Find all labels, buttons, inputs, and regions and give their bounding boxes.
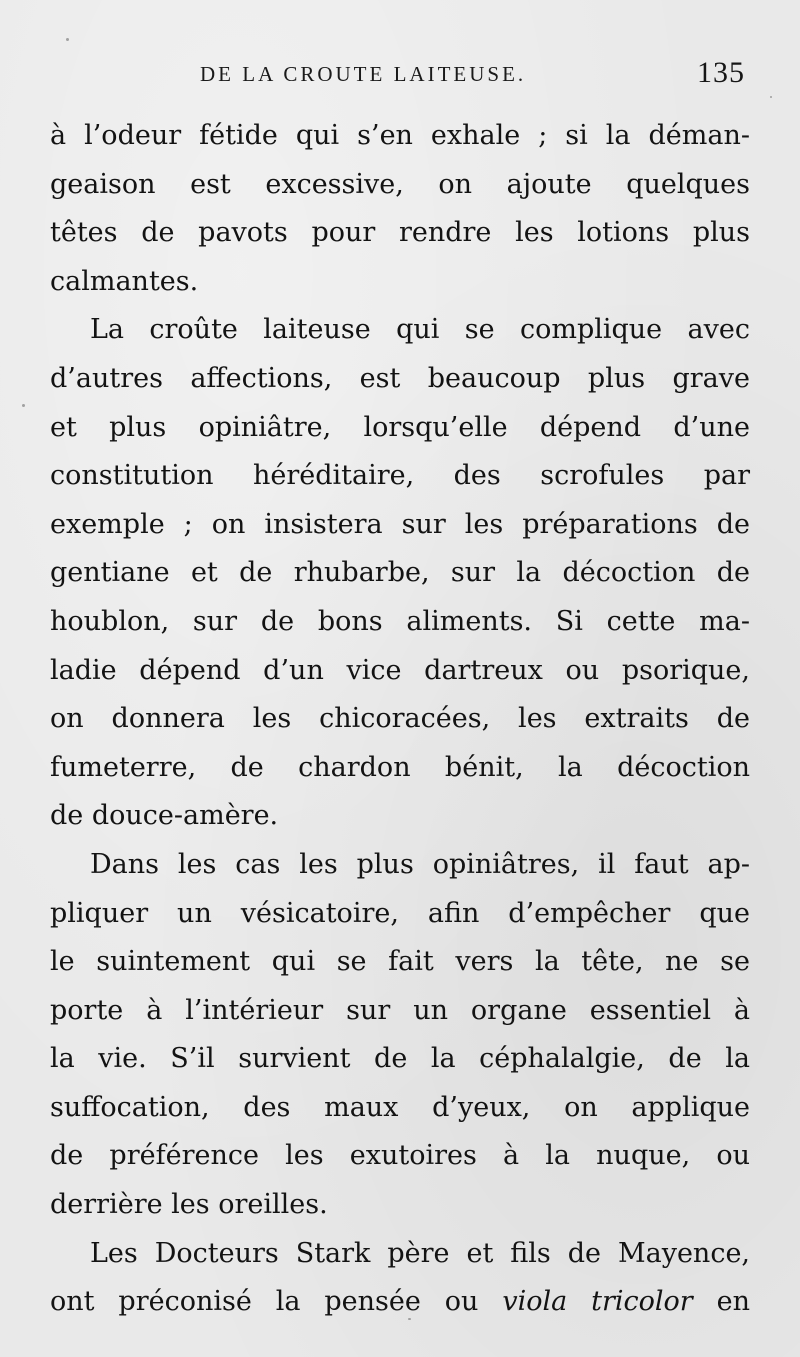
text-line: calmantes. xyxy=(50,265,199,297)
text-line: fumeterre, de chardon bénit, la décoction xyxy=(50,751,750,783)
text-line: geaison est excessive, on ajoute quelques xyxy=(50,168,750,200)
text-line: suffocation, des maux d’yeux, on applique xyxy=(50,1091,750,1123)
text-line: Dans les cas les plus opiniâtres, il faut ap- xyxy=(90,848,750,880)
text-line-mixed xyxy=(50,1278,750,1327)
text-line: derrière les oreilles. xyxy=(50,1189,328,1221)
text-line: de préférence les exutoires à la nuque, ou xyxy=(50,1140,750,1172)
text-line: Les Docteurs Stark père et fils de Mayence, xyxy=(90,1237,750,1269)
text-line: pliquer un vésicatoire, afin d’empêcher que xyxy=(50,897,750,929)
text-line: houblon, sur de bons aliments. Si cette ma- xyxy=(50,605,750,637)
text-run: en xyxy=(692,1286,751,1318)
text-line: ladie dépend d’un vice dartreux ou psorique, xyxy=(50,654,750,686)
page-header xyxy=(200,56,745,96)
text-line: et plus opiniâtre, lorsqu’elle dépend d’une xyxy=(50,411,750,443)
text-line: à l’odeur fétide qui s’en exhale ; si la déman- xyxy=(50,120,750,151)
paper-speck xyxy=(66,38,69,41)
page-number: 135 xyxy=(697,56,745,89)
text-line: la vie. S’il survient de la céphalalgie, de la xyxy=(50,1043,750,1075)
text-line: têtes de pavots pour rendre les lotions plus xyxy=(50,217,750,249)
text-line: le suintement qui se fait vers la tête, ne se xyxy=(50,946,750,978)
italic-term: viola tricolor xyxy=(502,1286,693,1318)
text-line: gentiane et de rhubarbe, sur la décoction de xyxy=(50,557,750,589)
paper-speck xyxy=(408,1318,411,1320)
paper-speck xyxy=(770,96,772,98)
text-line: La croûte laiteuse qui se complique avec xyxy=(90,314,750,346)
running-head: DE LA CROUTE LAITEUSE. xyxy=(200,62,527,86)
text-line: on donnera les chicoracées, les extraits de xyxy=(50,703,750,735)
text-line: porte à l’intérieur sur un organe essentiel à xyxy=(50,994,750,1026)
paper-speck xyxy=(22,404,25,407)
text-run: ont préconisé la pensée ou xyxy=(50,1286,503,1318)
body-text xyxy=(50,112,750,1327)
text-line: de douce-amère. xyxy=(50,800,279,832)
text-line: constitution héréditaire, des scrofules par xyxy=(50,460,750,492)
text-line: exemple ; on insistera sur les préparations de xyxy=(50,508,750,540)
text-line: d’autres affections, est beaucoup plus grave xyxy=(50,362,750,394)
